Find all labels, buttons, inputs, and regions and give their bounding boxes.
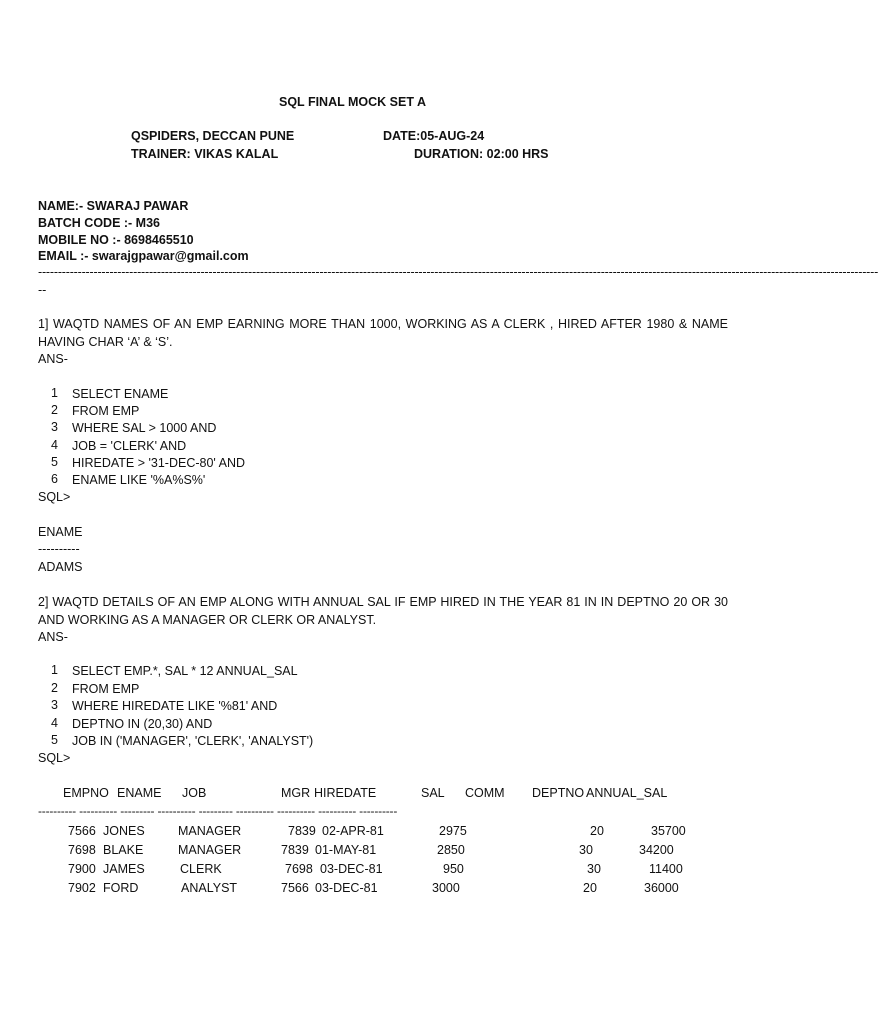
line-number: 1: [51, 386, 58, 400]
sql-prompt-1: SQL>: [38, 490, 71, 504]
cell-mgr: 7839: [288, 824, 316, 838]
answer-label-1: ANS-: [38, 352, 68, 366]
code-line: SELECT EMP.*, SAL * 12 ANNUAL_SAL: [72, 664, 298, 678]
question-2: 2] WAQTD DETAILS OF AN EMP ALONG WITH ANNUAL SAL IF EMP HIRED IN THE YEAR 81 IN IN DEPTNO 20 OR 30 AND WORKING AS A MANAGER OR CLERK OR ANALYST.: [38, 595, 728, 627]
email-text: EMAIL :- swarajgpawar@gmail.com: [38, 249, 249, 263]
cell-empno: 7900: [68, 862, 96, 876]
code-line: WHERE HIREDATE LIKE '%81' AND: [72, 699, 278, 713]
line-number: 1: [51, 663, 58, 677]
line-number: 4: [51, 716, 58, 730]
cell-mgr: 7698: [285, 862, 313, 876]
cell-mgr: 7566: [281, 881, 309, 895]
code-line: JOB = 'CLERK' AND: [72, 439, 187, 453]
batch-code: BATCH CODE :- M36: [38, 216, 160, 230]
cell-empno: 7902: [68, 881, 96, 895]
cell-sal: 2975: [439, 824, 467, 838]
code-line: SELECT ENAME: [72, 387, 169, 401]
cell-hiredate: 02-APR-81: [322, 824, 384, 838]
cell-ename: FORD: [103, 881, 139, 895]
cell-sal: 2850: [437, 843, 465, 857]
exam-date: DATE:05-AUG-24: [383, 129, 485, 143]
line-number: 2: [51, 403, 58, 417]
cell-deptno: 30: [587, 862, 601, 876]
column-header: JOB: [182, 786, 207, 800]
cell-deptno: 20: [590, 824, 604, 838]
line-number: 3: [51, 420, 58, 434]
cell-ename: JONES: [103, 824, 145, 838]
sql-prompt-2: SQL>: [38, 751, 71, 765]
cell-sal: 3000: [432, 881, 460, 895]
result-header-1: ENAME: [38, 525, 83, 539]
doc-title: SQL FINAL MOCK SET A: [279, 95, 426, 109]
column-header: HIREDATE: [314, 786, 377, 800]
cell-sal: 950: [443, 862, 464, 876]
column-header: SAL: [421, 786, 445, 800]
line-number: 6: [51, 472, 58, 486]
cell-annual-sal: 11400: [649, 862, 683, 876]
student-name: NAME:- SWARAJ PAWAR: [38, 199, 189, 213]
cell-job: CLERK: [180, 862, 222, 876]
cell-mgr: 7839: [281, 843, 309, 857]
cell-empno: 7566: [68, 824, 96, 838]
column-header: ANNUAL_SAL: [586, 786, 668, 800]
code-line: ENAME LIKE '%A%S%': [72, 473, 206, 487]
result-value-1: ADAMS: [38, 560, 83, 574]
separator-tail: --: [38, 283, 47, 297]
line-number: 5: [51, 455, 58, 469]
code-line: HIREDATE > '31-DEC-80' AND: [72, 456, 245, 470]
cell-empno: 7698: [68, 843, 96, 857]
cell-hiredate: 03-DEC-81: [320, 862, 383, 876]
table-rule: ---------- ---------- --------- ---------- --------- ---------- ---------- ---------- ----------: [38, 804, 398, 818]
cell-annual-sal: 36000: [644, 881, 679, 895]
column-header: ENAME: [117, 786, 162, 800]
cell-deptno: 20: [583, 881, 597, 895]
answer-label-2: ANS-: [38, 630, 68, 644]
column-header: COMM: [465, 786, 505, 800]
cell-job: MANAGER: [178, 824, 242, 838]
cell-hiredate: 03-DEC-81: [315, 881, 378, 895]
code-line: FROM EMP: [72, 682, 140, 696]
cell-job: ANALYST: [181, 881, 238, 895]
separator-line: --------------------------------------------------------------------------------------------------------------------------------------------------------------------------------------------------------------------: [38, 265, 878, 279]
cell-annual-sal: 35700: [651, 824, 686, 838]
column-header: EMPNO: [63, 786, 109, 800]
line-number: 3: [51, 698, 58, 712]
line-number: 5: [51, 733, 58, 747]
result-rule-1: ----------: [38, 542, 80, 556]
column-header: DEPTNO: [532, 786, 585, 800]
column-header: MGR: [281, 786, 311, 800]
trainer-text: TRAINER: VIKAS KALAL: [131, 147, 279, 161]
line-number: 4: [51, 438, 58, 452]
mobile-number: MOBILE NO :- 8698465510: [38, 233, 194, 247]
cell-ename: JAMES: [103, 862, 145, 876]
code-line: FROM EMP: [72, 404, 140, 418]
duration-text: DURATION: 02:00 HRS: [414, 147, 549, 161]
cell-ename: BLAKE: [103, 843, 144, 857]
cell-job: MANAGER: [178, 843, 242, 857]
cell-deptno: 30: [579, 843, 593, 857]
code-line: WHERE SAL > 1000 AND: [72, 421, 217, 435]
institute-text: QSPIDERS, DECCAN PUNE: [131, 129, 295, 143]
code-line: JOB IN ('MANAGER', 'CLERK', 'ANALYST'): [72, 734, 314, 748]
code-line: DEPTNO IN (20,30) AND: [72, 717, 213, 731]
cell-annual-sal: 34200: [639, 843, 674, 857]
cell-hiredate: 01-MAY-81: [315, 843, 377, 857]
line-number: 2: [51, 681, 58, 695]
question-1: 1] WAQTD NAMES OF AN EMP EARNING MORE THAN 1000, WORKING AS A CLERK , HIRED AFTER 1980 & NAME HAVING CHAR ‘A’ & ‘S’.: [38, 317, 728, 349]
